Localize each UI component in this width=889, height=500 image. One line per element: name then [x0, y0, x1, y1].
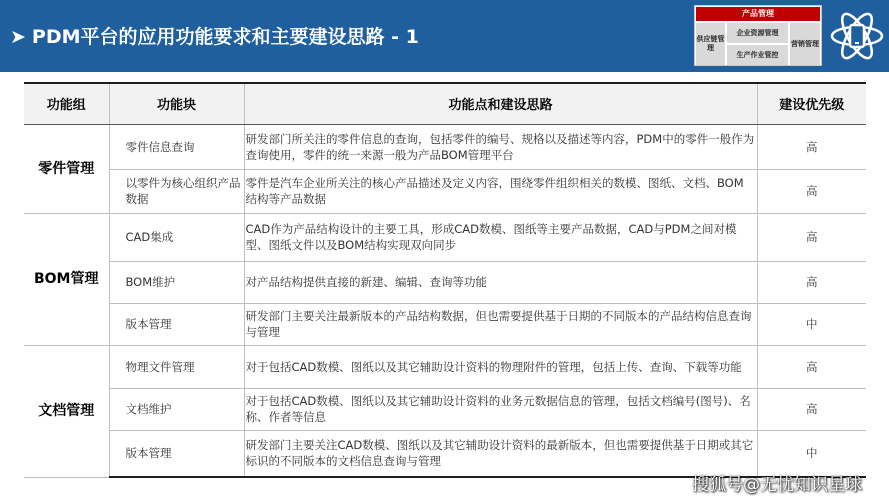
block-cell: 物理文件管理	[109, 345, 244, 388]
watermark: 搜狐号@无忧知识星球	[692, 475, 862, 495]
group-parts: 零件管理	[24, 124, 109, 213]
priority-cell: 高	[757, 169, 866, 213]
table-row	[24, 169, 866, 213]
header-function-points: 功能点和建设思路	[244, 83, 757, 124]
diagram-production-control: 生产作业管控	[727, 45, 788, 65]
header-function-block: 功能块	[109, 83, 244, 124]
table-row	[24, 124, 866, 169]
priority-cell: 中	[757, 430, 866, 477]
page-title-text: PDM平台的应用功能要求和主要建设思路 - 1	[31, 26, 419, 48]
table-header-row	[24, 83, 866, 124]
desc-cell: 对于包括CAD数模、图纸以及其它辅助设计资料的业务元数据信息的管理，包括文档编号(图号)、名称、作者等信息	[244, 388, 757, 430]
header-priority: 建设优先级	[757, 83, 866, 124]
header-function-group: 功能组	[24, 83, 109, 124]
desc-cell: 研发部门主要关注最新版本的产品结构数据，但也需要提供基于日期的不同版本的产品结构信息查询与管理	[244, 303, 757, 345]
table-row	[24, 388, 866, 430]
diagram-marketing: 营销管理	[790, 23, 820, 65]
desc-cell: 零件是汽车企业所关注的核心产品描述及定义内容，围绕零件组织相关的数模、图纸、文档、BOM结构等产品数据	[244, 169, 757, 213]
block-cell: 版本管理	[109, 430, 244, 477]
diagram-product-management: 产品管理	[696, 7, 820, 21]
priority-cell: 高	[757, 388, 866, 430]
system-diagram	[694, 5, 822, 66]
block-cell: 以零件为核心组织产品数据	[109, 169, 244, 213]
priority-cell: 高	[757, 345, 866, 388]
table-row	[24, 213, 866, 261]
table-row	[24, 261, 866, 303]
desc-cell: 研发部门主要关注CAD数模、图纸以及其它辅助设计资料的最新版本，但也需要提供基于日期或其它标识的不同版本的文档信息查询与管理	[244, 430, 757, 477]
desc-cell: 对于包括CAD数模、图纸以及其它辅助设计资料的物理附件的管理，包括上传、查询、下载等功能	[244, 345, 757, 388]
block-cell: 零件信息查询	[109, 124, 244, 169]
block-cell: CAD集成	[109, 213, 244, 261]
priority-cell: 中	[757, 303, 866, 345]
priority-cell: 高	[757, 124, 866, 169]
priority-cell: 高	[757, 261, 866, 303]
group-documents: 文档管理	[24, 345, 109, 477]
atom-phone-icon	[829, 8, 885, 64]
table-row	[24, 303, 866, 345]
desc-cell: 对产品结构提供直接的新建、编辑、查询等功能	[244, 261, 757, 303]
arrow-icon: ➤	[10, 26, 26, 48]
desc-cell: CAD作为产品结构设计的主要工具，形成CAD数模、图纸等主要产品数据，CAD与PDM之间对模型、图纸文件以及BOM结构实现双向同步	[244, 213, 757, 261]
desc-cell: 研发部门所关注的零件信息的查询，包括零件的编号、规格以及描述等内容，PDM中的零件一般作为查询使用，零件的统一来源一般为产品BOM管理平台	[244, 124, 757, 169]
priority-cell: 高	[757, 213, 866, 261]
table-row	[24, 345, 866, 388]
block-cell: 文档维护	[109, 388, 244, 430]
block-cell: 版本管理	[109, 303, 244, 345]
group-bom: BOM管理	[24, 213, 109, 345]
requirements-table	[24, 82, 866, 478]
diagram-supply-chain: 供应链管理	[696, 23, 725, 65]
block-cell: BOM维护	[109, 261, 244, 303]
title-bar	[0, 0, 889, 72]
page-title	[10, 22, 419, 49]
diagram-erp: 企业资源管理	[727, 23, 788, 43]
